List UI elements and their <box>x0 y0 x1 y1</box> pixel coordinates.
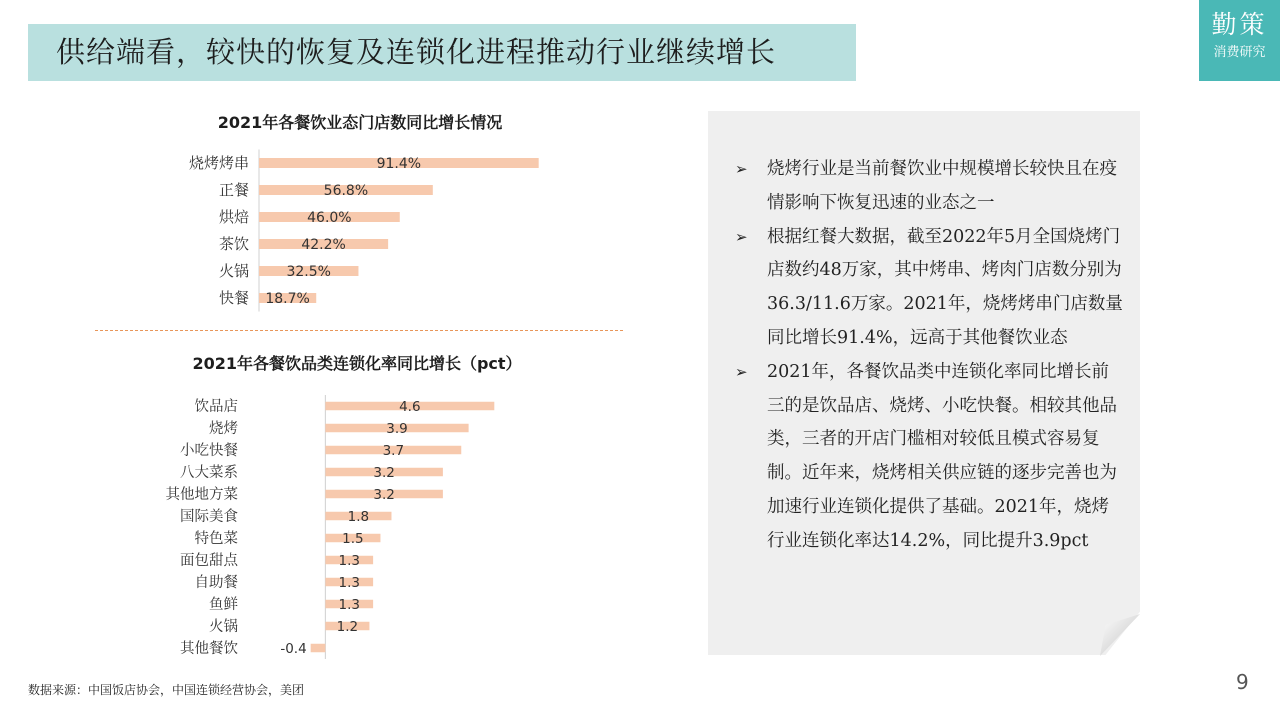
category-label: 八大菜系 <box>180 465 238 481</box>
data-label: 42.2% <box>301 237 346 253</box>
brand-name: 勤策 <box>1211 10 1268 39</box>
category-label: 快餐 <box>218 289 249 307</box>
category-label: 其他地方菜 <box>165 487 238 503</box>
bullet-item <box>733 356 1123 559</box>
brand-subtitle: 消费研究 <box>1213 45 1266 60</box>
data-label: 1.8 <box>347 509 370 525</box>
data-label: -0.4 <box>280 641 307 657</box>
category-label: 烧烤 <box>209 421 238 437</box>
brand-logo <box>1199 0 1280 81</box>
bullet-item <box>733 153 1123 221</box>
arrow-bullet-icon: ➢ <box>735 160 748 178</box>
chart-divider <box>95 330 623 331</box>
category-label: 烘焙 <box>218 208 249 226</box>
data-label: 46.0% <box>307 210 352 226</box>
category-label: 其他餐饮 <box>180 641 238 657</box>
bullet-item <box>733 221 1123 356</box>
category-label: 自助餐 <box>194 575 238 591</box>
data-source: 数据来源：中国饭店协会，中国连锁经营协会，美团 <box>28 683 305 697</box>
data-label: 18.7% <box>265 291 310 307</box>
data-label: 1.5 <box>342 531 364 547</box>
bullet-text: 烧烤行业是当前餐饮业中规模增长较快且在疫情影响下恢复迅速的业态之一 <box>767 159 1117 213</box>
data-label: 91.4% <box>376 156 422 172</box>
data-label: 3.2 <box>373 465 395 481</box>
category-label: 国际美食 <box>180 509 238 525</box>
chart2-title: 2021年各餐饮品类连锁化率同比增长（pct） <box>192 354 522 373</box>
bullet-text: 根据红餐大数据，截至2022年5月全国烧烤门店数约48万家，其中烤串、烤肉门店数分别为36.3/11.6万家。2021年，烧烤烤串门店数量同比增长91.4%，远高于其他餐饮业态 <box>767 226 1123 348</box>
data-label: 1.2 <box>336 619 359 635</box>
category-label: 正餐 <box>218 181 249 199</box>
category-label: 火锅 <box>218 262 249 280</box>
category-label: 特色菜 <box>194 531 238 547</box>
page-number: 9 <box>1236 670 1249 694</box>
category-label: 小吃快餐 <box>180 443 238 459</box>
data-label: 56.8% <box>323 183 369 199</box>
arrow-bullet-icon: ➢ <box>735 227 748 246</box>
chart2-plot <box>166 395 495 659</box>
category-label: 鱼鲜 <box>209 597 238 613</box>
data-label: 1.3 <box>338 575 360 591</box>
data-label: 3.7 <box>382 443 405 459</box>
data-label: 3.9 <box>386 421 408 437</box>
category-label: 烧烤烤串 <box>188 154 249 172</box>
category-label: 饮品店 <box>194 399 238 415</box>
data-label: 1.3 <box>338 597 360 613</box>
data-label: 3.2 <box>373 487 395 503</box>
arrow-bullet-icon: ➢ <box>735 362 748 381</box>
data-label: 32.5% <box>286 264 331 280</box>
data-label: 4.6 <box>399 399 421 415</box>
chart1-title: 2021年各餐饮业态门店数同比增长情况 <box>217 113 503 132</box>
page-title: 供给端看，较快的恢复及连锁化进程推动行业继续增长 <box>56 35 777 69</box>
data-label: 1.3 <box>338 553 360 569</box>
category-label: 面包甜点 <box>180 553 238 569</box>
summary-bullets <box>733 153 1123 559</box>
category-label: 火锅 <box>209 619 238 635</box>
bar <box>311 644 326 653</box>
chart1-plot <box>189 150 539 312</box>
category-label: 茶饮 <box>218 235 249 253</box>
bullet-text: 2021年，各餐饮品类中连锁化率同比增长前三的是饮品店、烧烤、小吃快餐。相较其他品类，三者的开店门槛相对较低且模式容易复制。近年来，烧烤相关供应链的逐步完善也为加速行业连锁化提供了基础。2021年，烧烤行业连锁化率达14.2%，同比提升3.9pct <box>767 361 1117 551</box>
